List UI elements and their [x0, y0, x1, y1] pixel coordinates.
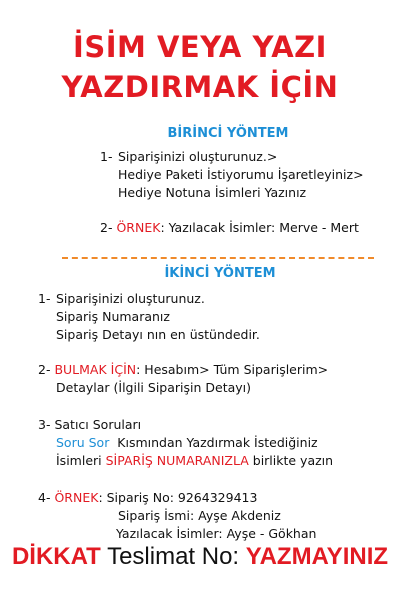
footer-yazmayiniz: YAZMAYINIZ [245, 543, 389, 570]
method2-step4-keyword: ÖRNEK [54, 490, 99, 505]
footer-dikkat: DİKKAT [11, 543, 101, 570]
footer-middle: Teslimat No: [100, 543, 246, 570]
method2-step3-line3 [56, 452, 333, 469]
method1-step2 [100, 219, 359, 236]
method2-step3-line2-text: Kısmından Yazdırmak İstediğiniz [109, 435, 318, 450]
method1-step2-number: 2- [100, 220, 113, 235]
method2-step2-keyword: BULMAK İÇİN [54, 362, 137, 377]
soru-sor-text: Soru Sor [56, 435, 110, 450]
method2-step3-line1 [38, 416, 141, 433]
method2-step4-line2: Sipariş İsmi: Ayşe Akdeniz [118, 508, 281, 523]
title-line-1: İSİM VEYA YAZI [73, 30, 327, 64]
title-line-2: YAZDIRMAK İÇİN [61, 70, 339, 104]
method1-step1-number: 1- [100, 149, 113, 164]
method1-heading: BİRİNCİ YÖNTEM [167, 126, 289, 141]
method2-step1-line1: Siparişinizi oluşturunuz. [56, 291, 205, 306]
method2-step1-number: 1- [38, 291, 51, 306]
method2-step3-label: Satıcı Soruları [54, 417, 142, 432]
siparis-numaranizla-text: SİPARİŞ NUMARANIZLA [105, 453, 249, 468]
method2-step1-line2: Sipariş Numaranız [56, 309, 170, 324]
method2-step4-line1 [38, 489, 257, 506]
method2-step3-line3b: birlikte yazın [248, 453, 334, 468]
method2-step4-number: 4- [38, 490, 51, 505]
method2-step1-line3: Sipariş Detayı nın en üstündedir. [56, 327, 260, 342]
method2-step4-line3: Yazılacak İsimler: Ayşe - Gökhan [116, 526, 317, 541]
method2-heading: İKİNCİ YÖNTEM [164, 266, 276, 281]
method2-step3-line2 [56, 434, 318, 451]
method2-step2-line1 [38, 361, 328, 378]
footer-warning [0, 543, 400, 571]
method1-step1-line3: Hediye Notuna İsimleri Yazınız [118, 185, 307, 200]
method2-step4-text: : Sipariş No: 9264329413 [98, 490, 258, 505]
method2-step3-line3a: İsimleri [56, 453, 106, 468]
method1-step1-line2: Hediye Paketi İstiyorumu İşaretleyiniz> [118, 167, 364, 182]
method2-step2-line2: Detaylar (İlgili Siparişin Detayı) [56, 380, 252, 395]
method2-step2-text: : Hesabım> Tüm Siparişlerim> [136, 362, 329, 377]
method2-step3-number: 3- [38, 417, 51, 432]
dashed-separator [62, 257, 374, 259]
method2-step2-number: 2- [38, 362, 51, 377]
method1-step2-keyword: ÖRNEK [116, 220, 161, 235]
method1-step1-line1: Siparişinizi oluşturunuz.> [118, 149, 278, 164]
method1-step2-text: : Yazılacak İsimler: Merve - Mert [160, 220, 359, 235]
